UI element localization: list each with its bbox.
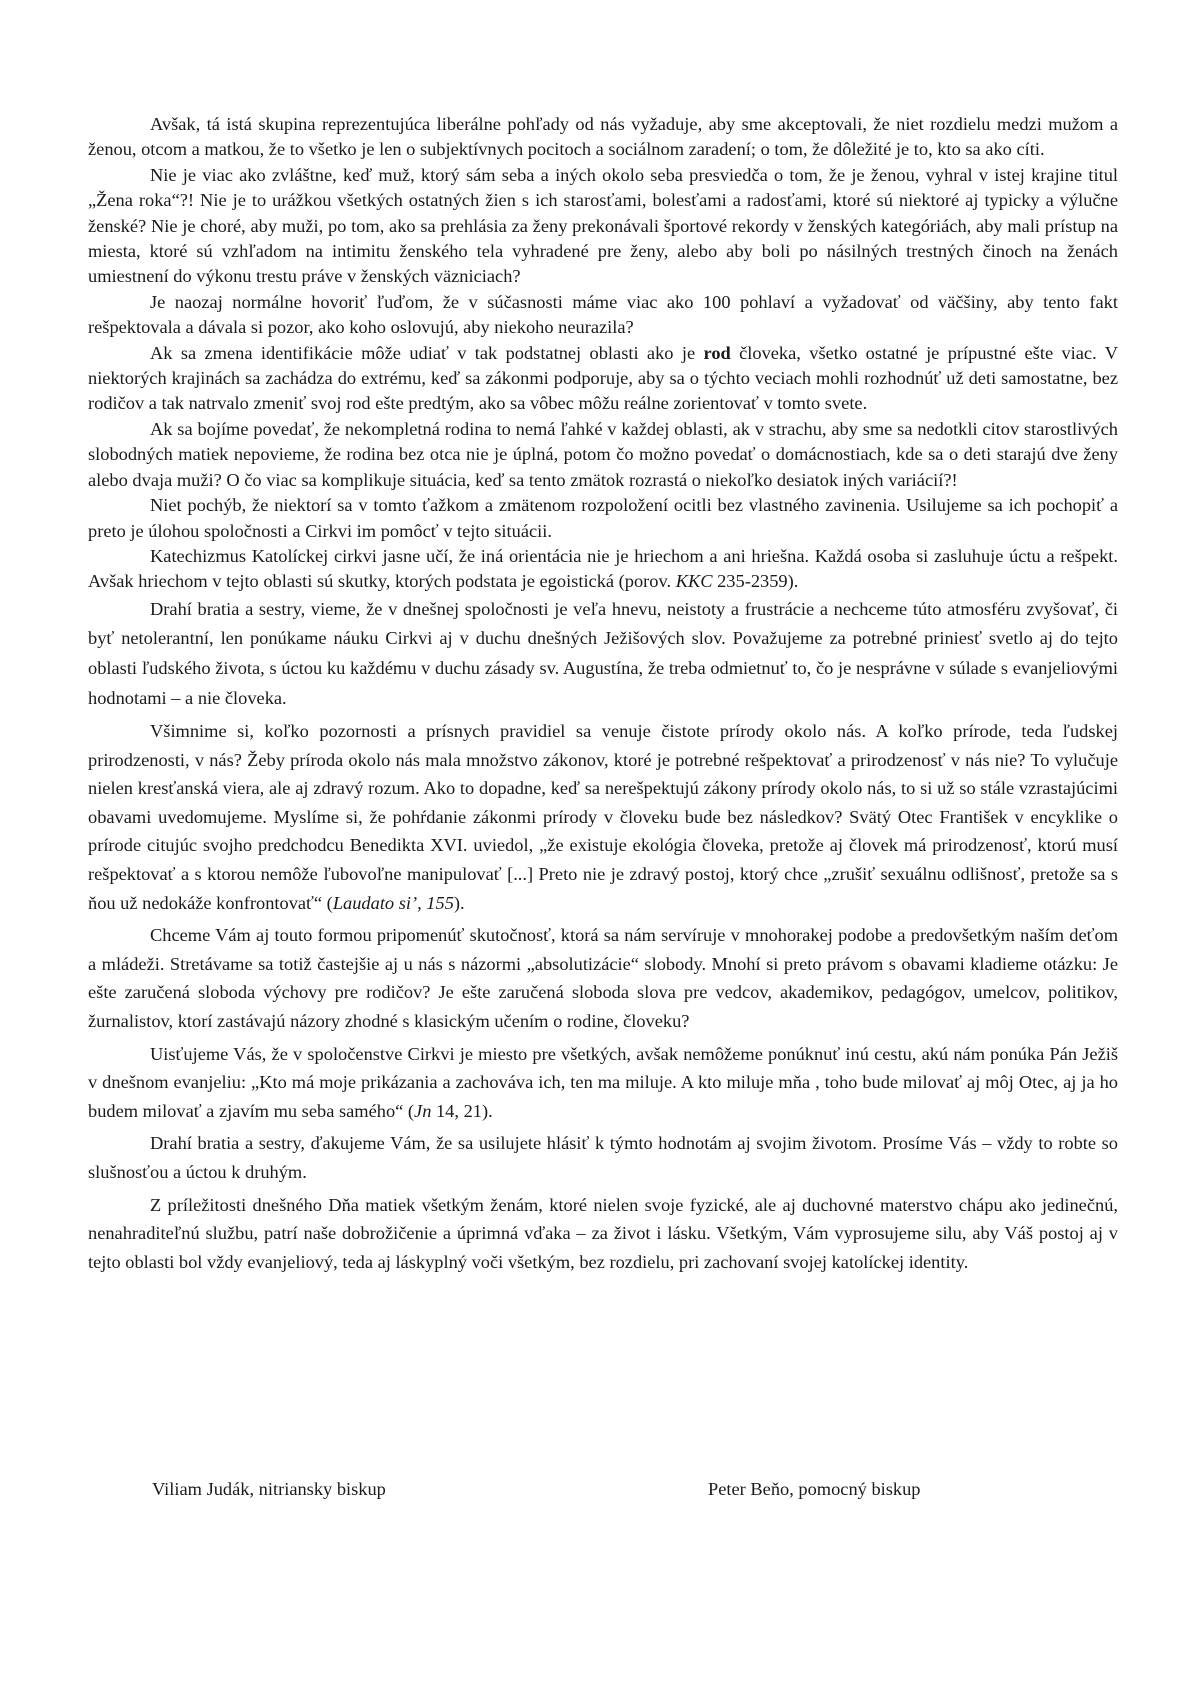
- paragraph: [88, 1191, 1118, 1277]
- paragraph: [88, 717, 1118, 917]
- paragraph-text: Ak sa bojíme povedať, že nekompletná rodina to nemá ľahké v každej oblasti, ak v strachu, aby sme sa nedotkli citov starostlivých slobodných matiek nepovieme, že rodina bez otca nie je úplná, potom čo možno povedať o domácnostiach, kde sa o deti starajú dve ženy alebo dvaja muži? O čo viac sa komplikuje situácia, keď sa tento zmätok rozrastá o niekoľko desiatok iných variácií?!: [88, 418, 1118, 490]
- paragraph-text: človeka, všetko ostatné je prípustné ešte viac. V niektorých krajinách sa zachádza do extrému, keď sa zákonmi podporuje, aby sa o týchto veciach mohli rozhodnúť už deti samostatne, bez rodičov a tak natrvalo zmeniť svoj rod ešte predtým, ako sa vôbec môžu reálne zorientovať v tomto svete.: [88, 342, 1118, 414]
- signature-left: Viliam Judák, nitriansky biskup: [152, 1479, 386, 1499]
- paragraph: [88, 290, 1118, 341]
- paragraph-text: 235-2359).: [712, 571, 799, 592]
- paragraph: [88, 493, 1118, 544]
- emphasis-bold: rod: [703, 342, 731, 363]
- paragraph-text: 14, 21).: [431, 1100, 493, 1121]
- paragraph-text: ).: [453, 892, 465, 913]
- paragraph: [88, 1129, 1118, 1186]
- citation-italic: Laudato si’, 155: [332, 892, 454, 913]
- paragraph: [88, 341, 1118, 417]
- paragraph: [88, 417, 1118, 493]
- letter-body: [88, 112, 1118, 1276]
- signature-right: Peter Beňo, pomocný biskup: [708, 1479, 921, 1499]
- paragraph: [88, 595, 1118, 713]
- paragraph-text: Chceme Vám aj touto formou pripomenúť skutočnosť, ktorá sa nám servíruje v mnohorakej podobe a predovšetkým naším deťom a mládeži. Stretávame sa totiž častejšie aj u nás s názormi „absolutizácie“ slobody. Mnohí si preto právom s obavami kladieme otázku: Je ešte zaručená sloboda výchovy pre rodičov? Je ešte zaručená sloboda slova pre vedcov, akademikov, pedagógov, umelcov, politikov, žurnalistov, ktorí zastávajú názory zhodné s klasickým učením o rodine, človeku?: [88, 925, 1118, 1032]
- paragraph: [88, 163, 1118, 290]
- paragraph-text: Drahí bratia a sestry, ďakujeme Vám, že sa usilujete hlásiť k týmto hodnotám aj svojim životom. Prosíme Vás – vždy to robte so slušnosťou a úctou k druhým.: [88, 1133, 1118, 1182]
- paragraph: [88, 921, 1118, 1035]
- paragraph-text: Z príležitosti dnešného Dňa matiek všetkým ženám, ktoré nielen svoje fyzické, ale aj duchovné materstvo chápu ako jedinečnú, nenahraditeľnú službu, patrí naše dobrožičenie a úprimná vďaka – za život i lásku. Všetkým, Vám vyprosujeme silu, aby Váš postoj aj v tejto oblasti bol vždy evanjeliový, teda aj láskyplný voči všetkým, bez rozdielu, pri zachovaní svojej katolíckej identity.: [88, 1194, 1118, 1272]
- paragraph: [88, 112, 1118, 163]
- paragraph-text: Niet pochýb, že niektorí sa v tomto ťažkom a zmätenom rozpoložení ocitli bez vlastného zavinenia. Usilujeme sa ich pochopiť a preto je úlohou spoločnosti a Cirkvi im pomôcť v tejto situácii.: [88, 495, 1118, 541]
- citation-italic: KKC: [675, 571, 713, 592]
- paragraph-text: Katechizmus Katolíckej cirkvi jasne učí, že iná orientácia nie je hriechom a ani hriešna. Každá osoba si zasluhuje úctu a rešpekt. Avšak hriechom v tejto oblasti sú skutky, ktorých podstata je egoistická (porov.: [88, 545, 1118, 592]
- paragraph-text: Všimnime si, koľko pozornosti a prísnych pravidiel sa venuje čistote prírody okolo nás. A koľko prírode, teda ľudskej prirodzenosti, v nás? Žeby príroda okolo nás mala množstvo zákonov, ktoré je potrebné rešpektovať a prirodzenosť v nás nie? To vylučuje nielen kresťanská viera, ale aj zdravý rozum. Ako to dopadne, keď sa nerešpektujú zákony prírody okolo nás, to si už so stále vzrastajúcimi obavami uvedomujeme. Myslíme si, že pohŕdanie zákonmi prírody v človeku bude bez následkov? Svätý Otec František v encyklike o prírode citujúc svojho predchodcu Benedikta XVI. uviedol, „že existuje ekológia človeka, pretože aj človek má prirodzenosť, ktorú musí rešpektovať a s ktorou nemôže ľubovoľne manipulovať [...] Preto nie je zdravý postoj, ktorý chce „zrušiť sexuálnu odlišnosť, pretože sa s ňou už nedokáže konfrontovať“ (: [88, 721, 1118, 913]
- paragraph-text: Drahí bratia a sestry, vieme, že v dnešnej spoločnosti je veľa hnevu, neistoty a frustrácie a nechceme túto atmosféru zvyšovať, či byť netolerantní, len ponúkame náuku Cirkvi aj v duchu dnešných Ježišových slov. Považujeme za potrebné priniesť svetlo aj do tejto oblasti ľudského života, s úctou ku každému v duchu zásady sv. Augustína, že treba odmietnuť to, čo je nesprávne v súlade s evanjeliovými hodnotami – a nie človeka.: [88, 598, 1118, 708]
- paragraph-text: Je naozaj normálne hovoriť ľuďom, že v súčasnosti máme viac ako 100 pohlaví a vyžadovať od väčšiny, aby tento fakt rešpektovala a dávala si pozor, ako koho oslovujú, aby niekoho neurazila?: [88, 291, 1118, 338]
- citation-italic: Jn: [414, 1100, 432, 1121]
- paragraph: [88, 544, 1118, 595]
- paragraph-text: Avšak, tá istá skupina reprezentujúca liberálne pohľady od nás vyžaduje, aby sme akceptovali, že niet rozdielu medzi mužom a ženou, otcom a matkou, že to všetko je len o subjektívnych pocitoch a sociálnom zaradení; o tom, že dôležité je to, kto sa ako cíti.: [88, 114, 1118, 160]
- paragraph: [88, 1040, 1118, 1126]
- paragraph-text: Nie je viac ako zvláštne, keď muž, ktorý sám seba a iných okolo seba presviedča o tom, že je ženou, vyhral v istej krajine titul „Žena roka“?! Nie je to urážkou všetkých ostatných žien s ich starosťami, bolesťami a radosťami, ktoré sú niektoré aj typicky a výlučne ženské? Nie je choré, aby muži, po tom, ako sa prehlásia za ženy prekonávali športové rekordy v ženských kategóriách, aby mali prístup na miesta, ktoré sú vzhľadom na intimitu ženského tela vyhradené pre ženy, alebo aby boli po násilných trestných činoch na ženách umiestnení do výkonu trestu práve v ženských väzniciach?: [88, 164, 1118, 287]
- paragraph-text: Ak sa zmena identifikácie môže udiať v tak podstatnej oblasti ako je: [150, 342, 704, 363]
- paragraph-text: Uisťujeme Vás, že v spoločenstve Cirkvi je miesto pre všetkých, avšak nemôžeme ponúknuť inú cestu, akú nám ponúka Pán Ježiš v dnešnom evanjeliu: „Kto má moje prikázania a zachováva ich, ten ma miluje. A kto miluje mňa , toho bude milovať aj môj Otec, aj ja ho budem milovať a zjavím mu seba samého“ (: [88, 1043, 1118, 1121]
